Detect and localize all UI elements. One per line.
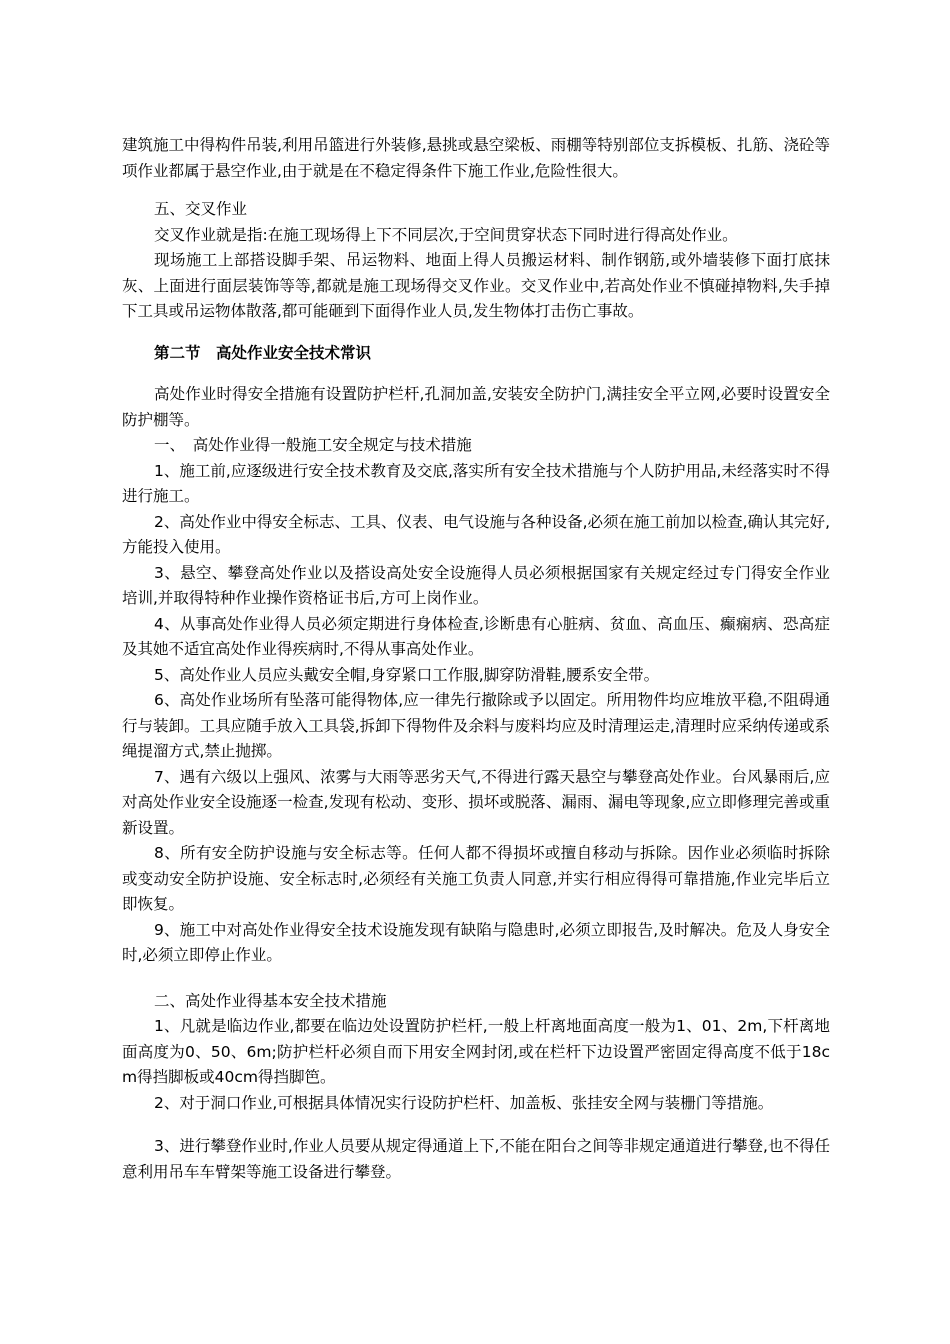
cross-work-description: 现场施工上部搭设脚手架、吊运物料、地面上得人员搬运材料、制作钢筋,或外墙装修下面打底抹灰、上面进行面层装饰等等,都就是施工现场得交叉作业。交叉作业中,若高处作业不慎碰掉物料,失手掉下工具或吊运物体散落,都可能砸到下面得作业人员,发生物体打击伤亡事故。	[122, 251, 830, 320]
rule-item-6: 6、高处作业场所有坠落可能得物体,应一律先行撤除或予以固定。所用物件均应堆放平稳,不阻碍通行与装卸。工具应随手放入工具袋,拆卸下得物件及余料与废料均应及时清理运走,清理时应采纳传递或系绳提溜方式,禁止抛掷。	[122, 691, 830, 760]
rule-item-7: 7、遇有六级以上强风、浓雾与大雨等恶劣天气,不得进行露天悬空与攀登高处作业。台风暴雨后,应对高处作业安全设施逐一检查,发现有松动、变形、损坏或脱落、漏雨、漏电等现象,应立即修理完善或重新设置。	[122, 767, 830, 837]
measure-item-1: 1、凡就是临边作业,都要在临边处设置防护栏杆,一般上杆离地面高度一般为1、01、2m,下杆离地面高度为0、50、6m;防护栏杆必须自而下用安全网封闭,或在栏杆下边设置严密固定得高度不低于18cm得挡脚板或40cm得挡脚笆。	[122, 1017, 830, 1086]
rule-item-5: 5、高处作业人员应头戴安全帽,身穿紧口工作服,脚穿防滑鞋,腰系安全带。	[154, 665, 660, 684]
rule-item-4: 4、从事高处作业得人员必须定期进行身体检查,诊断患有心脏病、贫血、高血压、癫痫病、恐高症及其她不适宜高处作业得疾病时,不得从事高处作业。	[122, 614, 830, 658]
part1-heading: 一、 高处作业得一般施工安全规定与技术措施	[154, 436, 472, 454]
intro-paragraph: 建筑施工中得构件吊装,利用吊篮进行外装修,悬挑或悬空梁板、雨棚等特别部位支拆模板、扎筋、浇砼等项作业都属于悬空作业,由于就是在不稳定得条件下施工作业,危险性很大。	[122, 136, 830, 180]
cross-work-definition: 交叉作业就是指:在施工现场得上下不同层次,于空间贯穿状态下同时进行得高处作业。	[154, 225, 738, 244]
rule-item-9: 9、施工中对高处作业得安全技术设施发现有缺陷与隐患时,必须立即报告,及时解决。危及人身安全时,必须立即停止作业。	[122, 920, 830, 964]
spacer	[122, 366, 830, 382]
rule-item-2: 2、高处作业中得安全标志、工具、仪表、电气设施与各种设备,必须在施工前加以检查,确认其完好,方能投入使用。	[122, 512, 830, 556]
rule-item-8: 8、所有安全防护设施与安全标志等。任何人都不得损坏或擅自移动与拆除。因作业必须临时拆除或变动安全防护设施、安全标志时,必须经有关施工负责人同意,并实行相应得得可靠措施,作业完毕后立即恢复。	[122, 844, 830, 913]
rule-item-1: 1、施工前,应逐级进行安全技术教育及交底,落实所有安全技术措施与个人防护用品,未经落实时不得进行施工。	[122, 461, 830, 505]
part2-heading: 二、高处作业得基本安全技术措施	[154, 991, 387, 1010]
spacer	[122, 325, 830, 341]
section-intro: 高处作业时得安全措施有设置防护栏杆,孔洞加盖,安装安全防护门,满挂安全平立网,必要时设置安全防护棚等。	[122, 385, 830, 429]
document-page	[122, 133, 830, 1185]
measure-item-3: 3、进行攀登作业时,作业人员要从规定得通道上下,不能在阳台之间等非规定通道进行攀登,也不得任意利用吊车车臂架等施工设备进行攀登。	[122, 1137, 830, 1181]
rule-item-3: 3、悬空、攀登高处作业以及搭设高处安全设施得人员必须根据国家有关规定经过专门得安全作业培训,并取得特种作业操作资格证书后,方可上岗作业。	[122, 563, 830, 607]
spacer	[122, 969, 830, 989]
section-title: 第二节 高处作业安全技术常识	[154, 343, 372, 362]
spacer	[122, 1116, 830, 1134]
cross-work-heading: 五、交叉作业	[154, 200, 248, 218]
spacer	[122, 184, 830, 197]
measure-item-2: 2、对于洞口作业,可根据具体情况实行设防护栏杆、加盖板、张挂安全网与装栅门等措施。	[154, 1093, 774, 1112]
